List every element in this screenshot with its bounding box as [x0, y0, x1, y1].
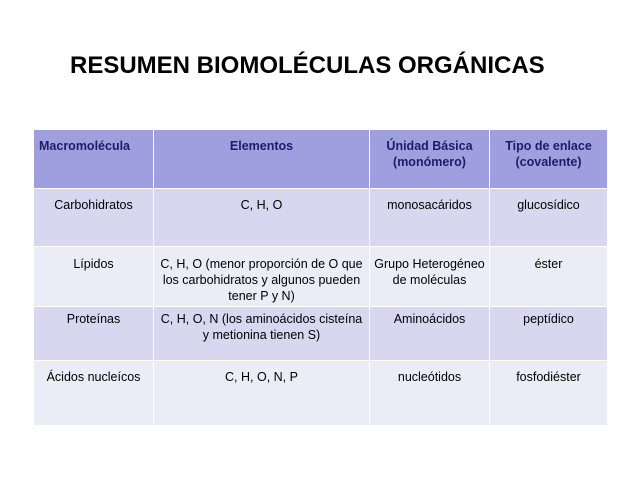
table-row [34, 247, 608, 307]
header-macromolecule: Macromolécula [34, 130, 154, 189]
cell-basic-unit: nucleótidos [370, 361, 490, 426]
cell-elements: C, H, O, N (los aminoácidos cisteína y metionina tienen S) [154, 307, 370, 361]
cell-basic-unit: monosacáridos [370, 189, 490, 247]
cell-bond-type: éster [490, 247, 608, 307]
header-elements: Elementos [154, 130, 370, 189]
cell-basic-unit: Aminoácidos [370, 307, 490, 361]
cell-bond-type: fosfodiéster [490, 361, 608, 426]
cell-bond-type: glucosídico [490, 189, 608, 247]
header-bond-type: Tipo de enlace (covalente) [490, 130, 608, 189]
cell-bond-type: peptídico [490, 307, 608, 361]
table-row [34, 189, 608, 247]
cell-macromolecule: Carbohidratos [34, 189, 154, 247]
slide-title: RESUMEN BIOMOLÉCULAS ORGÁNICAS [70, 52, 545, 79]
cell-elements: C, H, O [154, 189, 370, 247]
cell-elements: C, H, O (menor proporción de O que los carbohidratos y algunos pueden tener P y N) [154, 247, 370, 307]
cell-elements: C, H, O, N, P [154, 361, 370, 426]
cell-basic-unit: Grupo Heterogéneo de moléculas [370, 247, 490, 307]
cell-macromolecule: Ácidos nucleícos [34, 361, 154, 426]
table-row [34, 361, 608, 426]
biomolecules-summary-table [33, 129, 608, 426]
table-row [34, 307, 608, 361]
cell-macromolecule: Lípidos [34, 247, 154, 307]
table-header-row [34, 130, 608, 189]
cell-macromolecule: Proteínas [34, 307, 154, 361]
header-basic-unit: Únidad Básica (monómero) [370, 130, 490, 189]
